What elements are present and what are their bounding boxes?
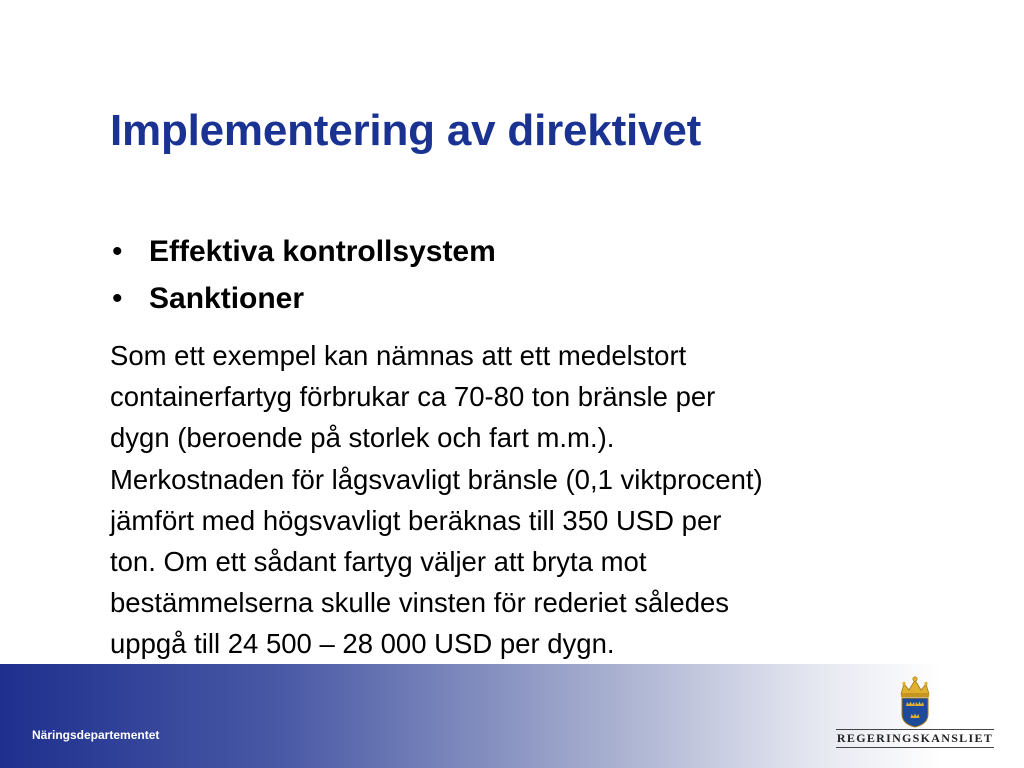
bullet-label: Effektiva kontrollsystem <box>149 235 496 268</box>
body-line: dygn (beroende på storlek och fart m.m.). <box>110 422 615 454</box>
bullet-label: Sanktioner <box>149 282 305 315</box>
slide-title: Implementering av direktivet <box>110 106 702 155</box>
logo-rule-bottom <box>836 747 994 748</box>
bullet-item-kontrollsystem <box>112 228 496 275</box>
crown-shield-icon <box>896 676 934 728</box>
bullet-marker: • <box>112 282 123 315</box>
regeringskansliet-logo <box>836 676 994 748</box>
bullet-marker: • <box>112 235 123 268</box>
body-line: Merkostnaden för lågsvavligt bränsle (0,1 viktprocent) <box>110 463 763 495</box>
body-line: jämfört med högsvavligt beräknas till 350 USD per <box>110 504 722 536</box>
logo-rule-top <box>836 729 994 730</box>
bullet-list <box>112 228 496 322</box>
body-line: Som ett exempel kan nämnas att ett medelstort <box>110 340 687 371</box>
department-label: Näringsdepartementet <box>32 728 160 742</box>
bullet-item-sanktioner <box>112 275 496 322</box>
logo-wordmark: REGERINGSKANSLIET <box>836 731 994 745</box>
body-line: ton. Om ett sådant fartyg väljer att bryta mot <box>110 546 647 578</box>
body-paragraph <box>110 335 940 665</box>
body-line: uppgå till 24 500 – 28 000 USD per dygn. <box>110 628 615 660</box>
body-line: containerfartyg förbrukar ca 70-80 ton bränsle per <box>110 381 716 413</box>
body-line: bestämmelserna skulle vinsten för rederiet således <box>110 587 730 619</box>
